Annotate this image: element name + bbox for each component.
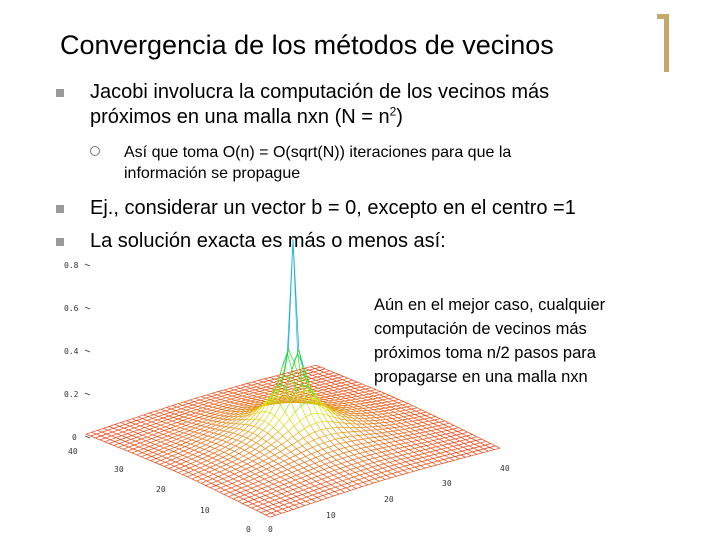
note-line: propagarse en una malla nxn — [374, 368, 588, 386]
z-tick-label: 0.4 — [64, 347, 79, 356]
note-text — [374, 293, 674, 389]
left-axis-tick-label: 0 — [246, 525, 251, 534]
sub-bullet-1-line-1: Así que toma O(n) = O(sqrt(N)) iteraciones para que la — [124, 144, 512, 161]
note-line: computación de vecinos más — [374, 320, 587, 338]
left-axis-tick-label: 40 — [68, 447, 78, 456]
right-axis-tick-label: 40 — [500, 464, 510, 473]
left-axis-tick-label: 20 — [156, 485, 166, 494]
bullet-2-text: Ej., considerar un vector b = 0, excepto en el centro =1 — [90, 197, 576, 219]
bullet-1-line-2: próximos en una malla nxn $(N = n^2)$ — [90, 104, 403, 128]
z-axis — [64, 261, 90, 442]
slide-title: Convergencia de los métodos de vecinos — [60, 30, 554, 60]
z-tick-label: 0.2 — [64, 390, 79, 399]
right-axis-tick-label: 30 — [442, 479, 452, 488]
z-tick-label: 0.8 — [64, 261, 79, 270]
right-axis-tick-label: 0 — [268, 525, 273, 534]
z-tick-label: 0.6 — [64, 304, 79, 313]
bullet-3-text: La solución exacta es más o menos así: — [90, 230, 446, 252]
note-line: Aún en el mejor caso, cualquier — [374, 296, 606, 314]
z-tick-label: 0 — [72, 433, 77, 442]
left-axis-tick-label: 10 — [200, 506, 210, 515]
right-axis-tick-label: 20 — [384, 495, 394, 504]
note-line: próximos toma n/2 pasos para — [374, 344, 596, 362]
sub-bullet-1-line-2: información se propague — [124, 165, 301, 182]
left-axis-tick-label: 30 — [114, 465, 124, 474]
right-axis-tick-label: 10 — [326, 511, 336, 520]
bullet-1-line-1: Jacobi involucra la computación de los vecinos más — [90, 81, 550, 103]
